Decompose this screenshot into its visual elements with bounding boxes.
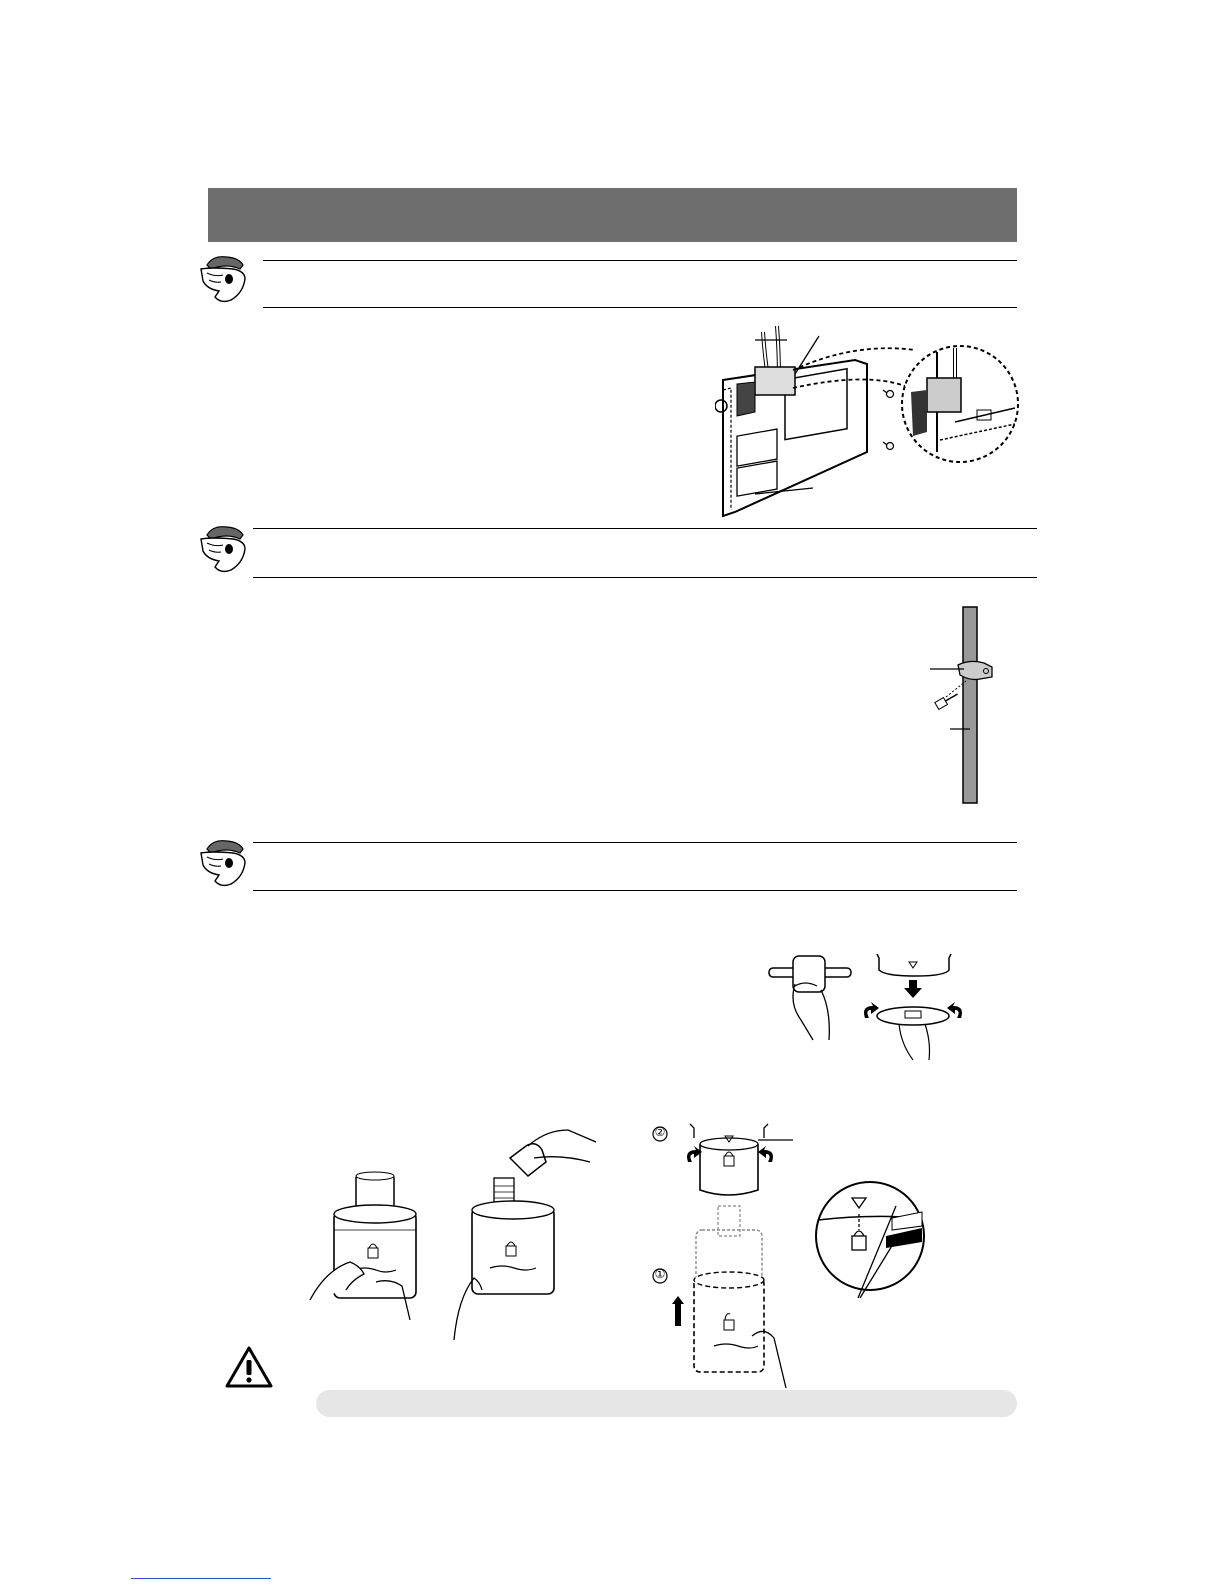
- section-header-bar: [208, 188, 1017, 242]
- tube-clamp-figure: [930, 605, 1005, 805]
- caution-bar: [316, 1390, 1017, 1417]
- housing-removal-figure: [715, 312, 1020, 524]
- note-mascot-icon: [193, 837, 251, 889]
- note-icon-2: [193, 523, 251, 575]
- note-1-bottom-rule: [263, 307, 1017, 308]
- filter-install-steps-figure: [648, 1120, 808, 1392]
- note-3-bottom-rule: [253, 890, 1017, 891]
- alignment-detail-figure: [812, 1178, 932, 1308]
- step-2-label: ②: [654, 1125, 666, 1139]
- warning-triangle-icon: [224, 1345, 274, 1390]
- note-3-top-rule: [253, 842, 1017, 843]
- note-icon-3: [193, 837, 251, 889]
- note-2-top-rule: [253, 528, 1037, 529]
- cap-install-figure: [765, 950, 990, 1075]
- note-mascot-icon: [193, 253, 251, 305]
- note-2-bottom-rule: [253, 577, 1037, 578]
- step-1-label: ①: [654, 1267, 666, 1281]
- note-icon-1: [193, 253, 251, 305]
- filter-hold-figure: [306, 1170, 436, 1345]
- note-1-top-rule: [263, 260, 1017, 261]
- note-mascot-icon: [193, 523, 251, 575]
- footer-link-underline[interactable]: [131, 1578, 271, 1579]
- filter-cap-removal-figure: [450, 1118, 600, 1343]
